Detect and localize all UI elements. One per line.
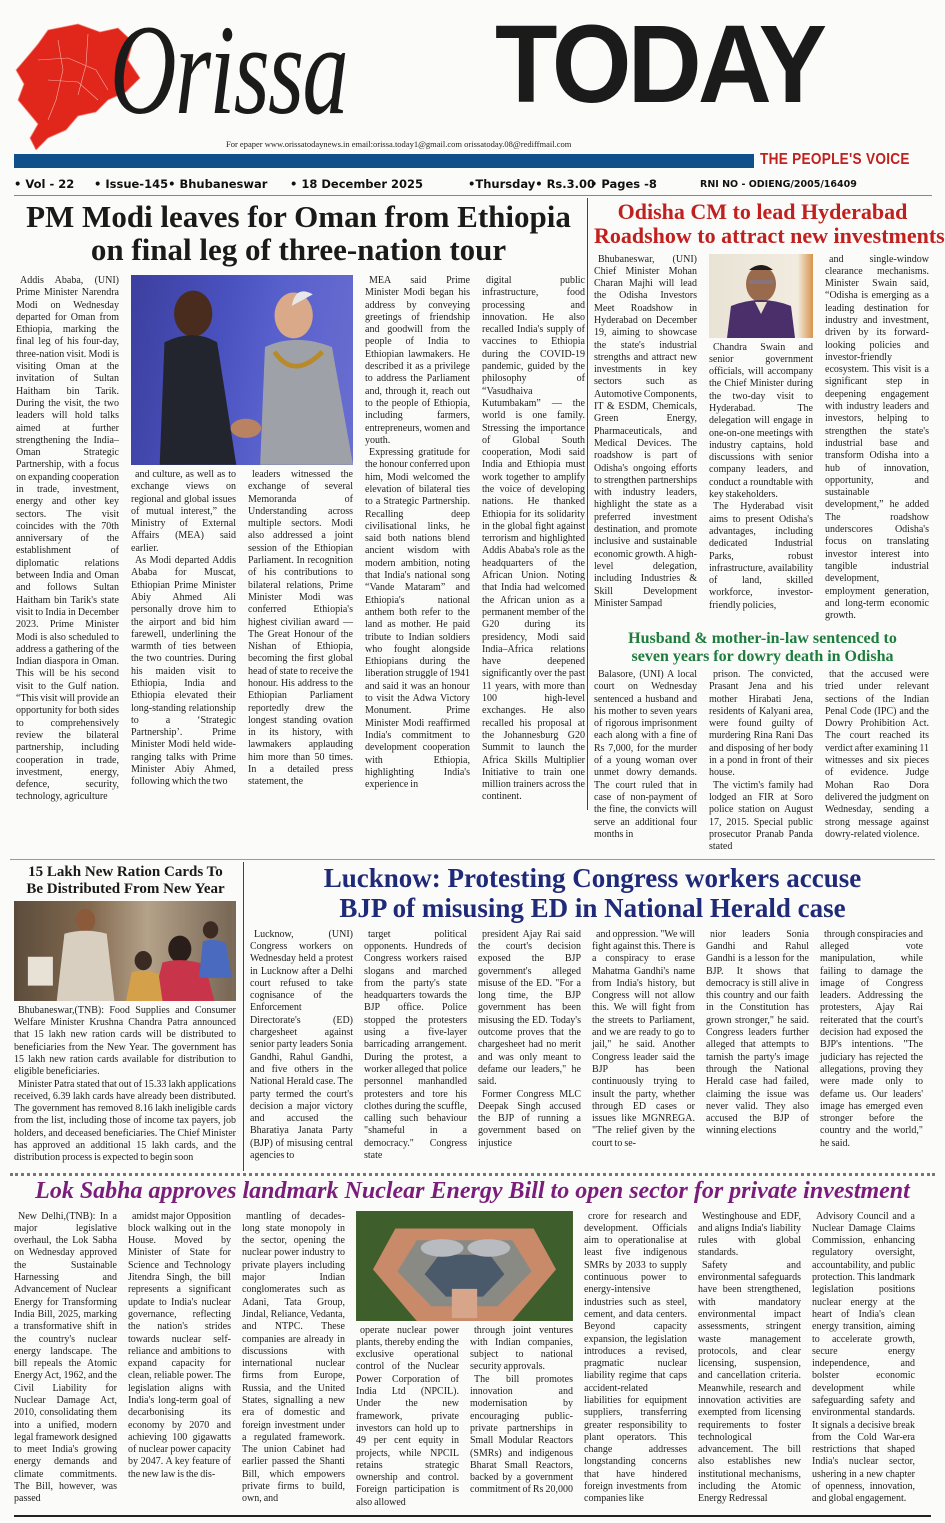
rni-number: RNI NO - ODIENG/2005/16409: [700, 179, 857, 190]
article-columns: [594, 669, 931, 853]
article-column: target political opponents. Hundreds of Congress workers raised slogans and marched from the party's state headquarters towards the BJP office. Police stopped the protesters using a five-layer barricading arrangement. During the protest, a worker alleged that police personnel manhandled protesters and tore his clothes during the scuffle, calling such behaviour "shameful in a democracy." Congress state: [364, 928, 467, 1162]
article-column: president Ajay Rai said the court's decision exposed the BJP government's alleged misuse of the ED. "For a long time, the BJP government has been misusing the ED. Today's outcome proves that the chargesheet had no merit and was only meant to defame our leaders," he said. Former Congress MLC Deepak Singh accused the BJP of running a government based on injustice: [478, 928, 581, 1149]
photo-and-columns: [356, 1211, 573, 1509]
epaper-contact-line: For epaper www.orissatodaynews.in email:orissa.today1@gmail.com orissatoday.08@rediffmail.com: [226, 139, 572, 149]
article-column: Addis Ababa, (UNI) Prime Minister Narendra Modi on Wednesday departed for Oman from Ethiopia, marking the final leg of his four-day, three-nation visit. Modi is visiting Oman at the invitation of Sultan Haitham bin Tarik. During the visit, the two leaders will hold talks aimed at further strengthening the India–Oman Strategic Partnership, with a focus on expanding cooperation in trade, investment, energy and other key sectors. The visit coincides with the 70th anniversary of the establishment of diplomatic relations between India and Oman and follows Sultan Haitham bin Tarik's state visit to India in December 2023. Prime Minister Modi is also scheduled to address a gathering of the Indian diaspora in Oman. This will be his second visit to the Gulf nation. “This visit will provide an opportunity for both sides to comprehensively review the bilateral partnership, including cooperation in trade, investment, energy, defence, security, technology, agriculture: [16, 274, 119, 803]
article-column: prison. The convicted, Prasant Jena and his mother Hirabati Jena, residents of Kalyani area, were found guilty of murdering Rina Rani Das and disposing of her body in a pond in front of their house. The victim's family had lodged an FIR at Soro police station on August 17, 2015. Special public prosecutor Pranab Panda stated: [709, 668, 813, 853]
article-lucknow-protest[interactable]: [244, 862, 935, 1168]
article-column: MEA said Prime Minister Modi began his address by conveying greetings of friendship and goodwill from the people of India to Ethiopian lawmakers. He described it as a privilege to address the Parliament and, through it, reach out to the people of Ethiopia, including farmers, entrepreneurs, women and youth. Expressing gratitude for the honour conferred upon him, Modi welcomed the elevation of bilateral ties to a Strategic Partnership. Recalling deep civilisational links, he said both nations blend ancient wisdom with modern ambition, noting that India's national song “Vande Mataram” and Ethiopia's national anthem both refer to the land as mother. He paid tribute to Indian soldiers who fought alongside Ethiopians during the liberation struggle of 1941 and said it was an honour to visit the Adwa Victory Monument. Prime Minister Modi reaffirmed India's commitment to development cooperation with Ethiopia, highlighting India's experience in: [365, 274, 470, 791]
headline-ration: 15 Lakh New Ration Cards To Be Distributed From New Year: [26, 864, 225, 897]
article-column: Balasore, (UNI) A local court on Wednesday sentenced a husband and his mother to seven years of rigorous imprisonment each along with a fine of Rs 7,000, for the murder of a young woman over unmet dowry demands. The court ruled that in case of non-payment of the fine, the convicts will serve an additional four months in: [594, 668, 697, 840]
headline-odisha-cm: Odisha CM to lead Hyderabad Roadshow to attract new investments: [594, 199, 945, 248]
article-column: crore for research and development. Officials aim to operationalise at least five indigenous SMRs by 2033 to supply continuous power to energy-intensive industries such as steel, cement, and data centers. Beyond capacity expansion, the legislation introduces a revised, pragmatic nuclear liability regime that caps accident-related liabilities for equipment suppliers, transferring greater responsibility to plant operators. This change addresses longstanding concerns that have hindered foreign investments from companies like: [584, 1210, 687, 1505]
article-column: digital public infrastructure, food processing and innovation. He also recalled India's supply of vaccines to Ethiopia during the COVID-19 pandemic, guided by the philosophy of “Vasudhaiva Kutumbakam” — the world is one family. Stressing the importance of Global South cooperation, Modi said India and Ethiopia must work together to amplify the voice of developing nations. He thanked Ethiopia for its solidarity in the global fight against terrorism and highlighted Addis Ababa's role as the headquarters of the African Union. Noting that India had welcomed the African union as a permanent member of the G20 during its presidency, Modi said India–Africa relations have deepened significantly over the past 11 years, with more than 100 high-level exchanges. He also recalled his proposal at the Johannesburg G20 Summit to launch the Africa Skills Multiplier Initiative to train one million trainers across the continent.: [482, 274, 585, 803]
article-column: that the accused were tried under relevant sections of the Indian Penal Code (IPC) and the Dowry Prohibition Act. The court reached its verdict after examining 11 witnesses and six pieces of evidence. Judge Mohan Rao Dora delivered the judgment on Wednesday, sending a strong message against dowry-related violence.: [825, 668, 929, 840]
article-column: nior leaders Sonia Gandhi and Rahul Gandhi is a lesson for the BJP. It shows that democracy is still alive in this country and our faith in the Constitution has grown stronger," he said. Congress leaders further alleged that attempts to tarnish the party's image through the National Herald case had failed, claiming the issue was never valid. They also accused the BJP of winning elections: [706, 928, 809, 1137]
headline-dowry: Husband & mother-in-law sentenced to seven years for dowry death in Odisha: [628, 630, 897, 665]
right-column: [588, 198, 945, 859]
photo-illustration: [356, 1211, 573, 1321]
article-body: Bhubaneswar,(TNB): Food Supplies and Consumer Welfare Minister Krushna Chandra Patra announced that 15 lakh new ration cards will be distributed to beneficiaries from the New Year. The government has 15 lakh new ration cards available for distribution to eligible beneficiaries. Minister Patra stated that out of 15.33 lakh applications received, 6.39 lakh cards have already been distributed. The government has removed 8.16 lakh ineligible cards from the list, including those of income tax payers, job holders, and deceased beneficiaries. The Chief Minister has approved an additional 15 lakh cards, and the distribution process is expected to begin soon: [14, 1004, 236, 1164]
article-odisha-cm-roadshow[interactable]: [588, 198, 945, 628]
middle-row: [10, 862, 935, 1170]
article-column: Bhubaneswar, (UNI) Chief Minister Mohan Charan Majhi will lead the Odisha Investors Meet Roadshow in Hyderabad on December 19, aiming to showcase the state's industrial strengths and attract new investments in key sectors such as Automotive Components, IT & ESDM, Chemicals, Green Energy, Pharmaceuticals, and Medical Devices. The roadshow is part of Odisha's ongoing efforts to strengthen partnerships with industry leaders, highlight the state as a preferred investment destination, and promote inclusive and sustainable economic growth. A high-level delegation, including Industries & Skill Development Minister Sampad: [594, 253, 697, 609]
article-column: Westinghouse and EDF, and aligns India's liability rules with global standards. Safety and environmental safeguards have been strengthened, with mandatory environmental impact assessments, stringent waste management protocols, and clear licensing, suspension, and cancellation criteria. Meanwhile, research and innovation activities are exempted from licensing requirements to foster technological advancement. The bill also establishes new institutional mechanisms, including the Atomic Energy Redressal: [698, 1210, 801, 1505]
volume: • Vol - 22: [14, 177, 75, 191]
brand-orissa: Orissa: [110, 0, 348, 141]
headline-lucknow: Lucknow: Protesting Congress workers accuse BJP of misusing ED in National Herald case: [323, 863, 862, 923]
article-column: amidst major Opposition block walking out in the House. Moved by Minister of State for Science and Technology Jitendra Singh, the bill represents a significant update to India's nuclear governance, reflecting the nation's strides towards nuclear self-reliance and ambitions to expand capacity for clean, reliable power. The legislation aligns with India's long-term goal of decarbonising its economy by 2070 and achieving 100 gigawatts of nuclear power capacity by 2047. A key feature of the new law is the dis-: [128, 1210, 231, 1480]
pages: • Pages -8: [590, 177, 657, 191]
day-price: •Thursday• Rs.3.00: [468, 177, 596, 191]
article-column: and culture, as well as to exchange views on regional and global issues of mutual interest,” the Ministry of External Affairs (MEA) said earlier. As Modi departed Addis Ababa for Muscat, Ethiopian Prime Minister Abiy Ahmed Ali personally drove him to the airport and bid him farewell, underlining the warmth of ties between the two countries. During his maiden visit to Ethiopia, India and Ethiopia elevated their long-standing relationship to a ‘Strategic Partnership’. Prime Minister Modi held wide-ranging talks with Prime Minister Abiy Ahmed, following which the two: [131, 468, 236, 788]
photo-ration-shop: [14, 901, 236, 1001]
article-column: Advisory Council and a Nuclear Damage Claims Commission, enhancing regulatory oversight, accountability, and public protection. This landmark legislation positions nuclear energy at the heart of India's clean energy transition, aiming to accelerate growth, secure energy independence, and bolster economic development while safeguarding safety and environmental standards. It signals a decisive break from the Cold War-era restrictions that shaped India's nuclear sector, ushering in a new chapter of openness, innovation, and global engagement.: [812, 1210, 915, 1505]
article-columns: [594, 254, 931, 623]
article-column: leaders witnessed the exchange of several Memoranda of Understanding across multiple sectors. Modi also addressed a joint session of the Ethiopian Parliament. In recognition of his contributions to bilateral relations, Prime Minister Modi was conferred Ethiopia's highest civilian award — The Great Honour of the Nishan of Ethiopia, becoming the first global head of state to receive the honour. His address to the Ethiopian Parliament reportedly drew the longest standing ovation in its history, with lawmakers applauding him more than 50 times. In a detailed press statement, the: [248, 468, 353, 788]
article-column: and single-window clearance mechanisms. Minister Swain said, “Odisha is emerging as a leading destination for industry and investment, driven by its forward-looking policies and investor-friendly ecosystem. This visit is a significant step in deepening engagement with industry leaders and investors, helping to strengthen the state's industrial base and transform Odisha into a hub of innovation, opportunity, and sustainable development,” he added The roadshow underscores Odisha's focus on translating investor interest into tangible industrial development, employment generation, and long-term economic growth.: [825, 253, 929, 622]
article-column: mantling of decades-long state monopoly in the sector, opening the nuclear power industry to private players including major Indian conglomerates such as Adani, Tata Group, Jindal, Reliance, Vedanta, and NTPC. These companies are already in discussions with international nuclear firms from Europe, Russia, and the United States, signalling a new era of domestic and foreign investment under a regulated framework. The union Cabinet had earlier passed the Shanti Bill, which empowers private firms to build, own, and: [242, 1210, 345, 1505]
article-column: Chandra Swain and senior government officials, will accompany the Chief Minister during the two-day visit to Hyderabad. The delegation will engage in one-on-one meetings with industry captains, hold discussions with senior company leaders, and conduct a roundtable with key stakeholders. The Hyderabad visit aims to present Odisha's advantages, including dedicated Industrial Parks, robust infrastructure, availability of land, skilled workforce, investor-friendly policies,: [709, 341, 813, 611]
top-row: [10, 198, 945, 860]
article-ration-cards[interactable]: [10, 862, 244, 1170]
masthead: [0, 0, 945, 196]
photo-and-column: [709, 254, 813, 613]
issue-info-bar: [14, 175, 934, 193]
article-columns: [131, 469, 353, 789]
photo-illustration: [131, 275, 353, 465]
photo-parliament-aerial: [356, 1211, 573, 1321]
article-columns: [356, 1325, 573, 1509]
article-columns: [14, 1211, 931, 1509]
page-body: [0, 198, 945, 1523]
date: • 18 December 2025: [290, 177, 424, 191]
article-column: through conspiracies and alleged vote manipulation, while failing to damage the image of Congress leaders. Addressing the protesters, Ajay Rai reiterated that the court's decision had exposed the BJP's intentions. "The judiciary has rejected the allegations, proving they were made only to defame us. Our leaders' image has emerged even stronger before the country and the world," he said.: [820, 928, 923, 1149]
article-column: New Delhi,(TNB): In a major legislative overhaul, the Lok Sabha on Wednesday approved the Sustainable Harnessing and Advancement of Nuclear Energy for Transforming India Bill, 2025, marking a transformative shift in the country's nuclear energy landscape. The bill repeals the Atomic Energy Act, 1962, and the Civil Liability for Nuclear Damage Act, 2010, consolidating them into a unified, modern legal framework designed to meet India's growing energy demands and climate commitments. The Bill, however, was passed: [14, 1210, 117, 1505]
photo-and-columns: [131, 275, 353, 789]
article-column: Lucknow, (UNI) Congress workers on Wednesday held a protest in Lucknow after a Delhi court refused to take cognisance of the Enforcement Directorate's (ED) chargesheet against senior party leaders Sonia Gandhi, Rahul Gandhi, and five others in the National Herald case. The party termed the court's decision a major victory and accused the Bharatiya Janata Party (BJP) of misusing central agencies to: [250, 928, 353, 1162]
masthead-blue-bar: [14, 154, 754, 168]
article-column: operate nuclear power plants, thereby ending the exclusive operational control of the Nuclear Power Corporation of India Ltd (NPCIL). Under the new framework, private investors can hold up to 49 per cent equity in projects, while NPCIL retains strategic ownership and control. Foreign participation is also allowed: [356, 1324, 459, 1508]
photo-illustration: [14, 901, 236, 1001]
article-columns: [250, 929, 935, 1163]
headline-modi: PM Modi leaves for Oman from Ethiopia on final leg of three-nation tour: [26, 199, 571, 268]
photo-illustration: [709, 254, 813, 338]
photo-chief-minister: [709, 254, 813, 338]
article-dowry-death[interactable]: [588, 628, 935, 859]
tagline: THE PEOPLE'S VOICE: [760, 151, 910, 168]
photo-modi-handshake: [131, 275, 353, 465]
article-columns: [16, 274, 585, 804]
headline-nuclear: Lok Sabha approves landmark Nuclear Energy Bill to open sector for private investment: [35, 1177, 910, 1204]
divider: [14, 195, 932, 196]
article-modi-oman[interactable]: [10, 198, 588, 810]
page-bottom-rule: [14, 1515, 931, 1517]
issue: • Issue-145• Bhubaneswar: [94, 177, 268, 191]
brand-today: TODAY: [495, 3, 824, 126]
article-nuclear-bill[interactable]: [10, 1179, 935, 1523]
article-column: and oppression. "We will fight against this. There is a conspiracy to erase Mahatma Gandhi's name from India's history, but Congress will not allow this. We will fight from the streets to Parliament, and we are ready to go to jail," he said. Another Congress leader said the BJP has been continuously trying to insult the party, whether through ED cases or issues like MGNREGA. "The relief given by the court to se-: [592, 928, 695, 1149]
section-divider-dotted: [10, 1173, 935, 1177]
article-column: through joint ventures with Indian companies, subject to national security approvals. The bill promotes innovation and modernisation by encouraging public-private partnerships in Small Modular Reactors (SMRs) and indigenous Bharat Small Reactors, backed by a government commitment of Rs 20,000: [470, 1324, 573, 1496]
